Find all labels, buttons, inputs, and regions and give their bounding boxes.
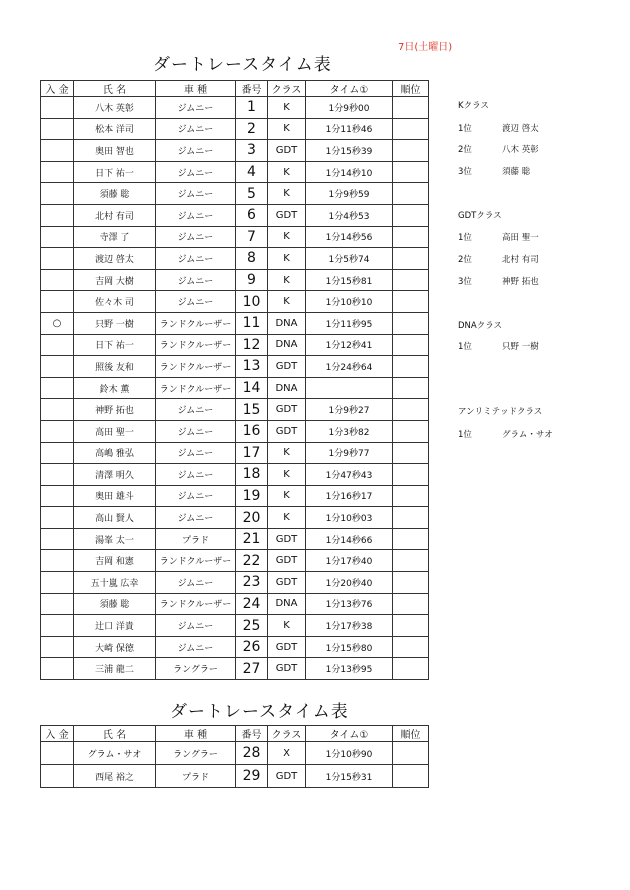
driver-name-cell: 吉岡 和憲 — [74, 550, 156, 572]
car-model-cell: ジムニー — [156, 442, 236, 464]
paid-mark-cell — [41, 658, 74, 680]
table-body — [41, 97, 429, 680]
car-model-cell: ジムニー — [156, 204, 236, 226]
paid-mark-cell — [41, 269, 74, 291]
car-model-cell: ジムニー — [156, 161, 236, 183]
result-name: 八木 英彰 — [502, 145, 539, 155]
class-cell: GDT — [268, 572, 306, 594]
class-cell: GDT — [268, 636, 306, 658]
table-header-row — [41, 81, 429, 97]
result-name: 北村 有司 — [502, 255, 539, 265]
k-class-header: Kクラス — [458, 101, 489, 111]
time-cell: 1分15秒80 — [306, 636, 393, 658]
paid-mark-cell — [41, 334, 74, 356]
class-cell: GDT — [268, 140, 306, 162]
car-number-cell: 24 — [236, 593, 268, 615]
col-class-header: クラス — [268, 81, 306, 97]
time-cell: 1分11秒95 — [306, 312, 393, 334]
result-position: 1位 — [458, 124, 472, 134]
car-model-cell: ジムニー — [156, 226, 236, 248]
table-row — [41, 118, 429, 140]
car-model-cell: ランドクルーザー — [156, 356, 236, 378]
driver-name-cell: 照後 友和 — [74, 356, 156, 378]
table-row — [41, 183, 429, 205]
driver-name-cell: 須藤 聡 — [74, 183, 156, 205]
rank-cell — [393, 118, 429, 140]
car-number-cell: 22 — [236, 550, 268, 572]
car-number-cell: 28 — [236, 742, 268, 765]
table-row — [41, 226, 429, 248]
col-class-header: クラス — [268, 726, 306, 742]
time-cell: 1分9秒27 — [306, 399, 393, 421]
rank-cell — [393, 312, 429, 334]
table-row — [41, 97, 429, 119]
driver-name-cell: 須藤 聡 — [74, 593, 156, 615]
class-cell: K — [268, 291, 306, 313]
table-row — [41, 615, 429, 637]
time-cell: 1分9秒77 — [306, 442, 393, 464]
driver-name-cell: 神野 拓也 — [74, 399, 156, 421]
time-cell: 1分12秒41 — [306, 334, 393, 356]
col-time-header: タイム① — [306, 81, 393, 97]
car-number-cell: 9 — [236, 269, 268, 291]
result-name: 須藤 聡 — [502, 167, 531, 177]
table-body-2 — [41, 742, 429, 788]
rank-cell — [393, 183, 429, 205]
class-cell: K — [268, 269, 306, 291]
rank-cell — [393, 464, 429, 486]
paid-mark-cell — [41, 204, 74, 226]
car-number-cell: 29 — [236, 765, 268, 788]
driver-name-cell: 鈴木 薫 — [74, 377, 156, 399]
car-model-cell: ジムニー — [156, 97, 236, 119]
col-rank-header: 順位 — [393, 726, 429, 742]
paid-mark-cell — [41, 442, 74, 464]
time-cell: 1分14秒10 — [306, 161, 393, 183]
rank-cell — [393, 442, 429, 464]
dna-class-header: DNAクラス — [458, 321, 502, 331]
car-number-cell: 25 — [236, 615, 268, 637]
time-cell: 1分17秒40 — [306, 550, 393, 572]
table-row — [41, 464, 429, 486]
driver-name-cell: 高田 聖一 — [74, 420, 156, 442]
class-cell: GDT — [268, 528, 306, 550]
paid-mark-cell: ○ — [41, 312, 74, 334]
class-cell: K — [268, 226, 306, 248]
car-model-cell: プラド — [156, 765, 236, 788]
col-time-header: タイム① — [306, 726, 393, 742]
col-rank-header: 順位 — [393, 81, 429, 97]
driver-name-cell: 日下 祐一 — [74, 334, 156, 356]
result-name: 渡辺 啓太 — [502, 124, 539, 134]
paid-mark-cell — [41, 572, 74, 594]
table-row — [41, 765, 429, 788]
driver-name-cell: 松本 洋司 — [74, 118, 156, 140]
table-row — [41, 636, 429, 658]
driver-name-cell: 佐々木 司 — [74, 291, 156, 313]
car-number-cell: 5 — [236, 183, 268, 205]
paid-mark-cell — [41, 140, 74, 162]
table-row — [41, 442, 429, 464]
paid-mark-cell — [41, 183, 74, 205]
car-model-cell: ラングラー — [156, 658, 236, 680]
rank-cell — [393, 248, 429, 270]
time-cell — [306, 377, 393, 399]
result-position: 1位 — [458, 342, 472, 352]
rank-cell — [393, 528, 429, 550]
rank-cell — [393, 572, 429, 594]
rank-cell — [393, 742, 429, 765]
time-cell: 1分15秒31 — [306, 765, 393, 788]
rank-cell — [393, 507, 429, 529]
paid-mark-cell — [41, 161, 74, 183]
car-number-cell: 12 — [236, 334, 268, 356]
gdt-class-header: GDTクラス — [458, 211, 502, 221]
class-cell: K — [268, 464, 306, 486]
paid-mark-cell — [41, 377, 74, 399]
car-number-cell: 8 — [236, 248, 268, 270]
class-cell: K — [268, 615, 306, 637]
time-cell: 1分47秒43 — [306, 464, 393, 486]
unlimited-class-header: アンリミテッドクラス — [458, 407, 543, 417]
car-model-cell: ランドクルーザー — [156, 334, 236, 356]
car-model-cell: ジムニー — [156, 485, 236, 507]
class-cell: GDT — [268, 356, 306, 378]
class-cell: GDT — [268, 658, 306, 680]
time-cell: 1分20秒40 — [306, 572, 393, 594]
class-cell: K — [268, 248, 306, 270]
driver-name-cell: 辻口 洋貴 — [74, 615, 156, 637]
driver-name-cell: 清澤 明久 — [74, 464, 156, 486]
paid-mark-cell — [41, 291, 74, 313]
paid-mark-cell — [41, 248, 74, 270]
paid-mark-cell — [41, 765, 74, 788]
car-model-cell: ジムニー — [156, 269, 236, 291]
car-model-cell: ランドクルーザー — [156, 550, 236, 572]
rank-cell — [393, 550, 429, 572]
car-model-cell: ジムニー — [156, 140, 236, 162]
car-number-cell: 1 — [236, 97, 268, 119]
rank-cell — [393, 765, 429, 788]
time-cell: 1分5秒74 — [306, 248, 393, 270]
class-cell: DNA — [268, 312, 306, 334]
paid-mark-cell — [41, 593, 74, 615]
car-number-cell: 27 — [236, 658, 268, 680]
result-position: 2位 — [458, 255, 472, 265]
rank-cell — [393, 658, 429, 680]
date-label: 7日(土曜日) — [398, 42, 453, 53]
paid-mark-cell — [41, 97, 74, 119]
time-cell: 1分16秒17 — [306, 485, 393, 507]
table-row — [41, 248, 429, 270]
class-cell: K — [268, 161, 306, 183]
rank-cell — [393, 356, 429, 378]
result-name: 只野 一樹 — [502, 342, 539, 352]
rank-cell — [393, 485, 429, 507]
rank-cell — [393, 140, 429, 162]
time-cell: 1分17秒38 — [306, 615, 393, 637]
class-cell: GDT — [268, 765, 306, 788]
paid-mark-cell — [41, 742, 74, 765]
car-model-cell: ジムニー — [156, 572, 236, 594]
table-row — [41, 356, 429, 378]
rank-cell — [393, 399, 429, 421]
paid-mark-cell — [41, 118, 74, 140]
table-row — [41, 550, 429, 572]
table-row — [41, 334, 429, 356]
car-model-cell: ランドクルーザー — [156, 593, 236, 615]
class-cell: DNA — [268, 377, 306, 399]
table-row — [41, 204, 429, 226]
driver-name-cell: 大崎 保徳 — [74, 636, 156, 658]
class-cell: K — [268, 97, 306, 119]
car-number-cell: 10 — [236, 291, 268, 313]
car-model-cell: ジムニー — [156, 464, 236, 486]
car-model-cell: ジムニー — [156, 420, 236, 442]
table-row — [41, 485, 429, 507]
rank-cell — [393, 97, 429, 119]
col-paid-header: 入 金 — [41, 726, 74, 742]
class-cell: K — [268, 485, 306, 507]
time-cell: 1分24秒64 — [306, 356, 393, 378]
table-row — [41, 161, 429, 183]
col-number-header: 番号 — [236, 726, 268, 742]
class-cell: DNA — [268, 593, 306, 615]
car-number-cell: 17 — [236, 442, 268, 464]
page-title-2: ダートレースタイム表 — [170, 702, 349, 722]
driver-name-cell: 渡辺 啓太 — [74, 248, 156, 270]
time-table-2 — [40, 725, 429, 788]
result-name: 高田 聖一 — [502, 233, 539, 243]
table-row — [41, 658, 429, 680]
driver-name-cell: 寺澤 了 — [74, 226, 156, 248]
rank-cell — [393, 269, 429, 291]
table-row — [41, 507, 429, 529]
class-cell: GDT — [268, 204, 306, 226]
time-cell: 1分15秒81 — [306, 269, 393, 291]
car-model-cell: ジムニー — [156, 636, 236, 658]
car-number-cell: 2 — [236, 118, 268, 140]
time-cell: 1分11秒46 — [306, 118, 393, 140]
result-position: 1位 — [458, 233, 472, 243]
page-title: ダートレースタイム表 — [153, 55, 332, 75]
car-number-cell: 15 — [236, 399, 268, 421]
table-row — [41, 593, 429, 615]
col-number-header: 番号 — [236, 81, 268, 97]
time-cell: 1分10秒03 — [306, 507, 393, 529]
table-row — [41, 420, 429, 442]
rank-cell — [393, 204, 429, 226]
table-row — [41, 572, 429, 594]
paid-mark-cell — [41, 636, 74, 658]
rank-cell — [393, 226, 429, 248]
car-model-cell: ジムニー — [156, 507, 236, 529]
col-car-header: 車 種 — [156, 81, 236, 97]
time-cell: 1分9秒00 — [306, 97, 393, 119]
driver-name-cell: 高山 賢人 — [74, 507, 156, 529]
time-cell: 1分14秒56 — [306, 226, 393, 248]
car-model-cell: ジムニー — [156, 248, 236, 270]
paid-mark-cell — [41, 399, 74, 421]
paid-mark-cell — [41, 528, 74, 550]
car-number-cell: 11 — [236, 312, 268, 334]
paid-mark-cell — [41, 356, 74, 378]
driver-name-cell: 奥田 智也 — [74, 140, 156, 162]
class-cell: K — [268, 183, 306, 205]
car-number-cell: 21 — [236, 528, 268, 550]
col-name-header: 氏 名 — [74, 81, 156, 97]
car-number-cell: 23 — [236, 572, 268, 594]
paid-mark-cell — [41, 615, 74, 637]
paid-mark-cell — [41, 420, 74, 442]
rank-cell — [393, 420, 429, 442]
car-number-cell: 4 — [236, 161, 268, 183]
car-number-cell: 18 — [236, 464, 268, 486]
driver-name-cell: 高嶋 雅弘 — [74, 442, 156, 464]
car-number-cell: 26 — [236, 636, 268, 658]
table-row — [41, 377, 429, 399]
time-cell: 1分3秒82 — [306, 420, 393, 442]
driver-name-cell: 五十嵐 広幸 — [74, 572, 156, 594]
paid-mark-cell — [41, 226, 74, 248]
car-model-cell: ジムニー — [156, 183, 236, 205]
time-cell: 1分13秒76 — [306, 593, 393, 615]
rank-cell — [393, 615, 429, 637]
car-model-cell: ランドクルーザー — [156, 312, 236, 334]
class-cell: X — [268, 742, 306, 765]
time-cell: 1分14秒66 — [306, 528, 393, 550]
rank-cell — [393, 377, 429, 399]
result-position: 3位 — [458, 167, 472, 177]
rank-cell — [393, 334, 429, 356]
car-model-cell: ジムニー — [156, 291, 236, 313]
rank-cell — [393, 593, 429, 615]
car-model-cell: ラングラー — [156, 742, 236, 765]
time-cell: 1分10秒10 — [306, 291, 393, 313]
driver-name-cell: 北村 有司 — [74, 204, 156, 226]
car-number-cell: 14 — [236, 377, 268, 399]
table-row — [41, 291, 429, 313]
driver-name-cell: 吉岡 大樹 — [74, 269, 156, 291]
driver-name-cell: 只野 一樹 — [74, 312, 156, 334]
car-number-cell: 6 — [236, 204, 268, 226]
time-cell: 1分4秒53 — [306, 204, 393, 226]
driver-name-cell: グラム・サオ — [74, 742, 156, 765]
table-row — [41, 399, 429, 421]
paid-mark-cell — [41, 464, 74, 486]
driver-name-cell: 湯峯 太一 — [74, 528, 156, 550]
class-cell: GDT — [268, 399, 306, 421]
car-number-cell: 16 — [236, 420, 268, 442]
class-cell: DNA — [268, 334, 306, 356]
time-cell: 1分10秒90 — [306, 742, 393, 765]
table-row — [41, 312, 429, 334]
table-row — [41, 269, 429, 291]
car-number-cell: 19 — [236, 485, 268, 507]
car-model-cell: ランドクルーザー — [156, 377, 236, 399]
rank-cell — [393, 291, 429, 313]
class-cell: K — [268, 442, 306, 464]
result-name: 神野 拓也 — [502, 277, 539, 287]
car-number-cell: 3 — [236, 140, 268, 162]
rank-cell — [393, 636, 429, 658]
time-cell: 1分13秒95 — [306, 658, 393, 680]
driver-name-cell: 日下 祐一 — [74, 161, 156, 183]
driver-name-cell: 八木 英彰 — [74, 97, 156, 119]
driver-name-cell: 西尾 裕之 — [74, 765, 156, 788]
result-name: グラム・サオ — [502, 430, 553, 440]
table-row — [41, 528, 429, 550]
time-cell: 1分9秒59 — [306, 183, 393, 205]
class-cell: K — [268, 118, 306, 140]
car-model-cell: ジムニー — [156, 399, 236, 421]
col-car-header: 車 種 — [156, 726, 236, 742]
paid-mark-cell — [41, 485, 74, 507]
class-cell: GDT — [268, 420, 306, 442]
time-table — [40, 80, 429, 680]
car-number-cell: 7 — [236, 226, 268, 248]
driver-name-cell: 三浦 龍二 — [74, 658, 156, 680]
result-position: 1位 — [458, 430, 472, 440]
table-row — [41, 140, 429, 162]
result-position: 2位 — [458, 145, 472, 155]
class-cell: K — [268, 507, 306, 529]
car-number-cell: 13 — [236, 356, 268, 378]
car-model-cell: プラド — [156, 528, 236, 550]
paid-mark-cell — [41, 507, 74, 529]
table-row — [41, 742, 429, 765]
result-position: 3位 — [458, 277, 472, 287]
class-cell: GDT — [268, 550, 306, 572]
car-model-cell: ジムニー — [156, 118, 236, 140]
table-header-row — [41, 726, 429, 742]
car-model-cell: ジムニー — [156, 615, 236, 637]
car-number-cell: 20 — [236, 507, 268, 529]
col-name-header: 氏 名 — [74, 726, 156, 742]
paid-mark-cell — [41, 550, 74, 572]
rank-cell — [393, 161, 429, 183]
col-paid-header: 入 金 — [41, 81, 74, 97]
time-cell: 1分15秒39 — [306, 140, 393, 162]
driver-name-cell: 奥田 雄斗 — [74, 485, 156, 507]
